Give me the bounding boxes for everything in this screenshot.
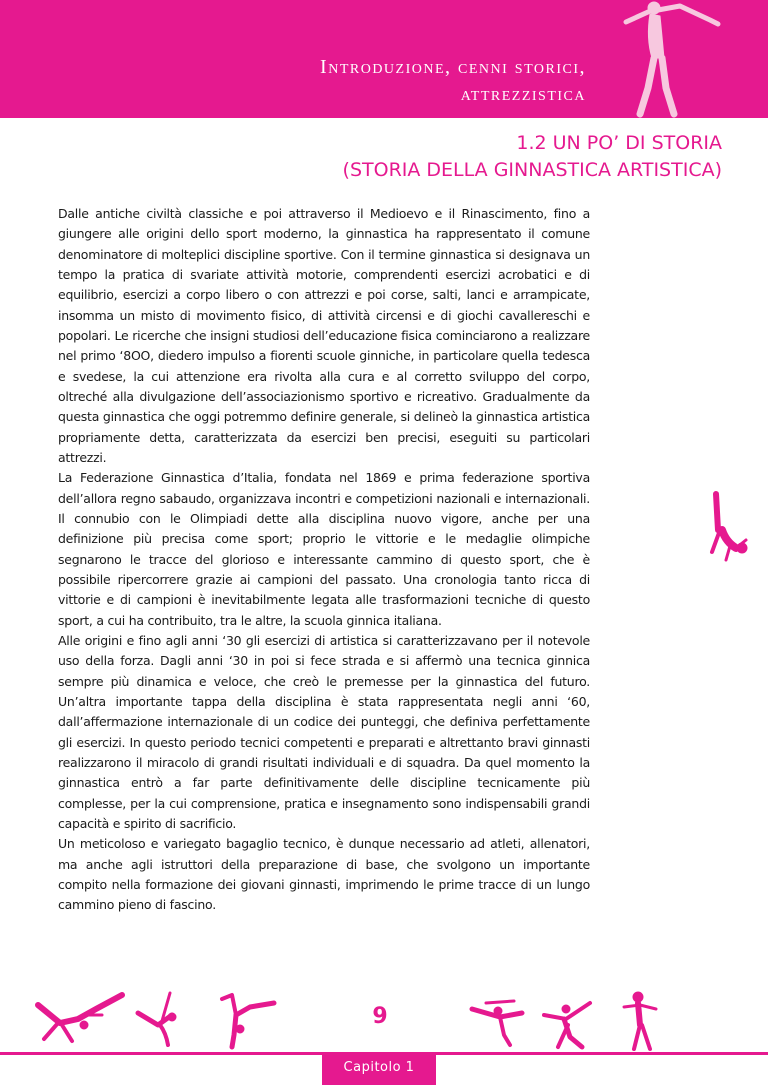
paragraph: Alle origini e fino agli anni ‘30 gli esercizi di artistica si caratterizzavano per il notevole uso della forza. Dagli anni ‘30 in poi si fece strada e si affermò una tecnica ginnica sempre più dinamica e veloce, che creò le premesse per la ginnastica del futuro. Un’altra importante tappa della disciplina è stata rappresentata negli anni ‘60, dall’affermazione internazionale di un codice dei punteggi, che definiva perfettamente gli esercizi. In questo periodo tecnici competenti e preparati e altrettanto bravi ginnasti realizzarono il miracolo di grandi risultati individuali e di squadra. Da quel momento la ginnastica entrò a far parte definitivamente delle discipline tecnicamente più complesse, per la cui comprensione, pratica e insegnamento sono indispensabili grandi capacità e spirito di sacrificio.	[58, 632, 590, 831]
body-text	[58, 204, 590, 915]
page-number: 9	[372, 1004, 388, 1029]
gymnast-header-icon	[618, 0, 728, 118]
gymnast-icon	[222, 995, 274, 1047]
paragraph: La Federazione Ginnastica d’Italia, fondata nel 1869 e prima federazione sportiva dell’allora regno sabaudo, organizzava incontri e competizioni nazionali e internazionali. Il connubio con le Olimpiadi dette alla disciplina nuovo vigore, anche per una definizione più precisa come sport; proprio le vittorie e le medaglie olimpiche segnarono le tracce del glorioso e interessante cammino di questo sport, che è possibile ripercorrere grazie ai campioni del passato. Una cronologia tanto ricca di vittorie e di campioni è inevitabilmente legata alle trasformazioni tecniche di questo sport, a cui ha contribuito, tra le altre, la scuola ginnica italiana.	[58, 470, 590, 628]
chapter-tab: Capitolo 1	[322, 1055, 436, 1085]
chapter-title-line2: attrezzistica	[460, 83, 586, 105]
gymnast-icon	[38, 995, 122, 1041]
gymnast-icon	[544, 1003, 590, 1047]
header-band	[0, 0, 768, 118]
gymnast-icon	[624, 992, 656, 1049]
section-heading	[343, 130, 722, 184]
section-heading-line1: 1.2 UN PO’ DI STORIA	[516, 132, 722, 154]
section-heading-line2: (STORIA DELLA GINNASTICA ARTISTICA)	[342, 159, 722, 181]
chapter-title	[320, 54, 586, 108]
paragraph: Dalle antiche civiltà classiche e poi attraverso il Medioevo e il Rinascimento, fino a giungere alle origini dello sport moderno, la ginnastica ha rappresentato il comune denominatore di molteplici discipline sportive. Con il termine ginnastica si designava un tempo la pratica di svariate attività motorie, comprendenti esercizi acrobatici e di equilibrio, esercizi a corpo libero o con attrezzi e poi corse, salti, lanci e arrampicate, insomma un misto di movimento fisico, di attività circensi e di giochi cavallereschi e popolari. Le ricerche che insigni studiosi dell’educazione fisica cominciarono a realizzare nel primo ‘8OO, diedero impulso a fiorenti scuole ginniche, in particolare quella tedesca e svedese, la cui attenzione era rivolta alla cura e al corretto sviluppo del corpo, oltreché alla divulgazione dell’associazionismo sportivo e ricreativo. Gradualmente da questa ginnastica che oggi potremmo definire generale, si delineò la ginnastica artistica propriamente detta, caratterizzata da esercizi ben precisi, eseguiti su particolari attrezzi.	[58, 206, 590, 465]
paragraph: Un meticoloso e variegato bagaglio tecnico, è dunque necessario ad atleti, allenatori, ma anche agli istruttori della preparazione di base, che svolgono un importante compito nella formazione dei giovani ginnasti, imprimendo le prime tracce di un lungo cammino pieno di fascino.	[58, 836, 590, 913]
chapter-title-line1: Introduzione, cenni storici,	[320, 56, 586, 78]
gymnast-icon	[472, 1001, 522, 1045]
gymnast-icon	[138, 993, 176, 1045]
gymnast-side-icon	[700, 490, 755, 565]
